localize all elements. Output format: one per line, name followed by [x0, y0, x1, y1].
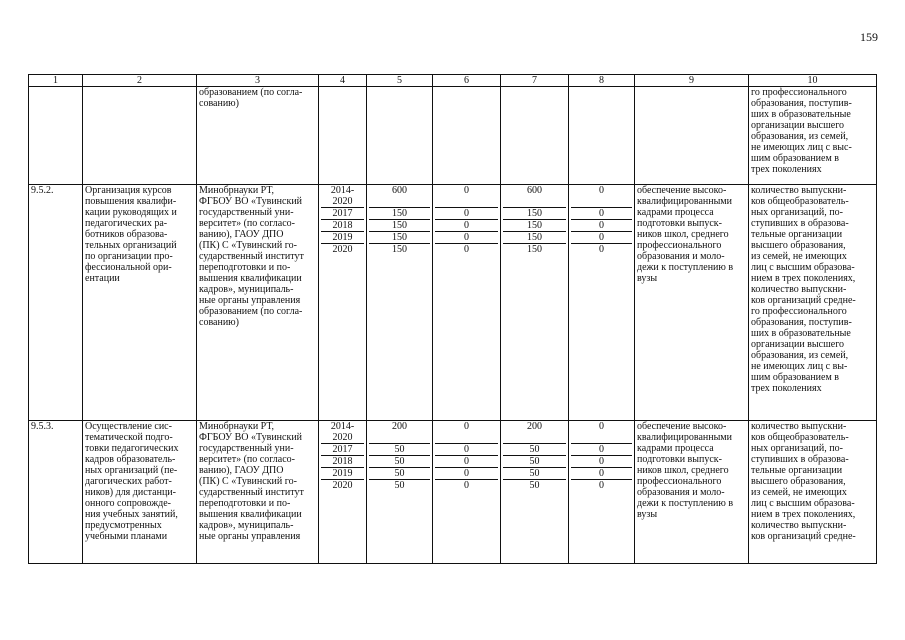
year: 2019 — [321, 468, 364, 480]
year: 2014- 2020 — [321, 421, 364, 444]
header-cell: 1 — [29, 75, 83, 87]
value: 0 — [571, 208, 632, 220]
table-row — [29, 185, 877, 421]
total-cell — [367, 421, 433, 564]
col7-cell — [501, 421, 569, 564]
value: 600 — [503, 185, 566, 208]
header-cell: 10 — [749, 75, 877, 87]
year: 2018 — [321, 220, 364, 232]
value: 0 — [435, 444, 498, 456]
value: 50 — [529, 480, 540, 491]
value: 150 — [369, 208, 430, 220]
table-row — [29, 421, 877, 564]
value: 0 — [435, 232, 498, 244]
year: 2020 — [332, 244, 353, 255]
value: 50 — [503, 444, 566, 456]
value: 50 — [503, 456, 566, 468]
value: 0 — [435, 208, 498, 220]
value: 0 — [571, 220, 632, 232]
header-cell: 5 — [367, 75, 433, 87]
header-cell: 8 — [569, 75, 635, 87]
header-cell: 9 — [635, 75, 749, 87]
year: 2014- 2020 — [321, 185, 364, 208]
indicator: количество выпускни- ков общеобразователь- ных организаций, по- ступивших в образова- тельные организации высшего образования, из семей, не имеющих лиц с высшим образова- нием в трех поколениях, количество выпускни- ков организаций средне- — [749, 421, 877, 564]
value: 50 — [369, 456, 430, 468]
year: 2019 — [321, 232, 364, 244]
value: 150 — [369, 232, 430, 244]
value: 0 — [464, 480, 469, 491]
year: 2018 — [321, 456, 364, 468]
expected-result: обеспечение высоко- квалифицированными кадрами процесса подготовки выпуск- ников школ, среднего профессионального образования и моло- дежи к поступлению в вузы — [635, 421, 749, 564]
value: 200 — [503, 421, 566, 444]
value: 50 — [369, 468, 430, 480]
continuation-indicator: го профессионального образования, поступив- ших в образовательные организации высшего образования, из семей, не имеющих лиц с выс- шим образованием в трех поколениях — [749, 87, 877, 185]
value: 150 — [503, 220, 566, 232]
header-cell: 3 — [197, 75, 319, 87]
value: 0 — [571, 456, 632, 468]
header-cell: 2 — [83, 75, 197, 87]
program-table — [28, 74, 877, 564]
row-number: 9.5.2. — [29, 185, 83, 421]
years-cell — [319, 421, 367, 564]
year: 2017 — [321, 208, 364, 220]
page-number: 159 — [860, 30, 878, 44]
value: 0 — [435, 468, 498, 480]
header-cell: 4 — [319, 75, 367, 87]
indicator: количество выпускни- ков общеобразователь- ных организаций, по- ступивших в образова- тельные организации высшего образования, из семей, не имеющих лиц с высшим образова- нием в трех поколениях, количество выпускни- ков организаций средне- го профессионального образования, поступив- ших в образовательные организации высшего образования, из семей, не имеющих лиц с вы- шим образованием в трех поколениях — [749, 185, 877, 421]
value: 0 — [435, 185, 498, 208]
total-cell — [367, 185, 433, 421]
continuation-row — [29, 87, 877, 185]
col6-cell — [433, 421, 501, 564]
value: 0 — [571, 421, 632, 444]
col8-cell — [569, 185, 635, 421]
value: 50 — [503, 468, 566, 480]
year: 2020 — [332, 480, 353, 491]
value: 600 — [369, 185, 430, 208]
value: 150 — [503, 208, 566, 220]
years-cell — [319, 185, 367, 421]
value: 150 — [527, 244, 542, 255]
value: 0 — [571, 444, 632, 456]
executors: Минобрнауки РТ, ФГБОУ ВО «Тувинский государственный уни- верситет» (по согласо- ванию), ГАОУ ДПО (ПК) С «Тувинский го- сударственный институт переподготовки и по- вышения квалификации кадров», муниципаль- ные органы управления образованием (по согла- сованию) — [197, 185, 319, 421]
value: 50 — [369, 444, 430, 456]
value: 0 — [599, 244, 604, 255]
year: 2017 — [321, 444, 364, 456]
col8-cell — [569, 421, 635, 564]
value: 150 — [369, 220, 430, 232]
value: 150 — [392, 244, 407, 255]
value: 200 — [369, 421, 430, 444]
col7-cell — [501, 185, 569, 421]
executors: Минобрнауки РТ, ФГБОУ ВО «Тувинский государственный уни- верситет» (по согласо- ванию), ГАОУ ДПО (ПК) С «Тувинский го- сударственный институт переподготовки и по- вышения квалификации кадров», муниципаль- ные органы управления — [197, 421, 319, 564]
value: 0 — [599, 480, 604, 491]
value: 0 — [571, 468, 632, 480]
value: 0 — [464, 244, 469, 255]
header-row — [29, 75, 877, 87]
value: 0 — [435, 456, 498, 468]
value: 150 — [503, 232, 566, 244]
activity-name: Организация курсов повышения квалифи- кации руководящих и педагогических ра- ботников образова- тельных организаций по организации про- фессиональной ори- ентации — [83, 185, 197, 421]
header-cell: 6 — [433, 75, 501, 87]
col6-cell — [433, 185, 501, 421]
expected-result: обеспечение высоко- квалифицированными кадрами процесса подготовки выпуск- ников школ, среднего профессионального образования и моло- дежи к поступлению в вузы — [635, 185, 749, 421]
header-cell: 7 — [501, 75, 569, 87]
activity-name: Осуществление сис- тематической подго- товки педагогических кадров образователь- ных организаций (пе- дагогических работ- ников) для дистанци- онного сопровожде- ния учебных занятий, предусмотренных учебными планами — [83, 421, 197, 564]
value: 0 — [571, 185, 632, 208]
value: 50 — [394, 480, 405, 491]
value: 0 — [435, 421, 498, 444]
continuation-executors: образованием (по согла- сованию) — [197, 87, 319, 185]
row-number: 9.5.3. — [29, 421, 83, 564]
value: 0 — [435, 220, 498, 232]
value: 0 — [571, 232, 632, 244]
